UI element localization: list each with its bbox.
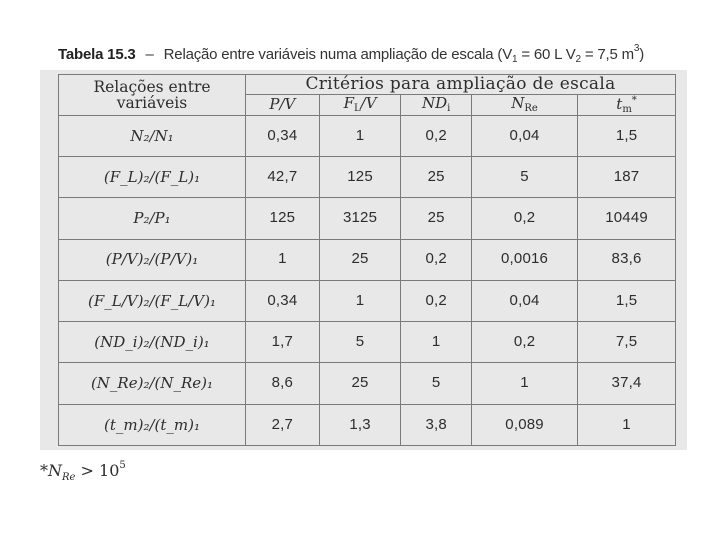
table-cell: 1,7 xyxy=(246,322,320,363)
column-header-2 xyxy=(401,94,472,115)
column-header-sub: m xyxy=(622,103,632,115)
row-label: (ND_i)₂/(ND_i)₁ xyxy=(59,322,246,363)
column-header-main: N xyxy=(511,94,525,113)
table-cell: 125 xyxy=(319,156,401,197)
caption-close: ) xyxy=(639,46,645,63)
table-cell: 1 xyxy=(319,280,401,321)
table-cell: 0,2 xyxy=(472,198,578,239)
table-cell: 25 xyxy=(319,363,401,404)
table-cell: 3,8 xyxy=(401,404,472,445)
footnote xyxy=(40,460,126,483)
table-body xyxy=(59,115,676,445)
column-header-sub: i xyxy=(447,103,451,115)
row-header-cell: Relações entre variáveis xyxy=(59,75,246,116)
table-caption xyxy=(58,43,644,65)
table-cell: 5 xyxy=(319,322,401,363)
table-row xyxy=(59,156,676,197)
caption-label: Tabela 15.3 xyxy=(58,46,136,63)
table-cell: 1,5 xyxy=(578,115,676,156)
table-cell: 187 xyxy=(578,156,676,197)
table-cell: 125 xyxy=(246,198,320,239)
table-cell: 1,5 xyxy=(578,280,676,321)
table-row xyxy=(59,363,676,404)
table-cell: 1 xyxy=(246,239,320,280)
table-header-row-1 xyxy=(59,75,676,95)
table-row xyxy=(59,198,676,239)
footnote-prefix: *N xyxy=(40,461,62,480)
table-cell: 0,2 xyxy=(401,115,472,156)
row-label: (N_Re)₂/(N_Re)₁ xyxy=(59,363,246,404)
table-cell: 25 xyxy=(401,198,472,239)
table-cell: 0,04 xyxy=(472,115,578,156)
table-cell: 2,7 xyxy=(246,404,320,445)
caption-text: Relação entre variáveis numa ampliação de escala ( xyxy=(163,46,503,63)
caption-v1-value: = 60 L xyxy=(517,46,562,63)
column-header-3 xyxy=(472,94,578,115)
table-row xyxy=(59,280,676,321)
table-cell: 1 xyxy=(578,404,676,445)
caption-v2-symbol: V xyxy=(565,46,576,63)
table-cell: 1 xyxy=(401,322,472,363)
table-cell: 5 xyxy=(401,363,472,404)
table-cell: 25 xyxy=(401,156,472,197)
table-cell: 7,5 xyxy=(578,322,676,363)
column-header-main: t xyxy=(616,94,623,113)
table-cell: 1 xyxy=(472,363,578,404)
footnote-sup: 5 xyxy=(119,460,126,471)
row-label: (P/V)₂/(P/V)₁ xyxy=(59,239,246,280)
table-cell: 0,34 xyxy=(246,280,320,321)
caption-v2-value: = 7,5 m xyxy=(580,46,634,63)
column-header-1 xyxy=(319,94,401,115)
row-label: (F_L)₂/(F_L)₁ xyxy=(59,156,246,197)
column-header-sub: Re xyxy=(524,103,538,115)
table-cell: 37,4 xyxy=(578,363,676,404)
table-cell: 42,7 xyxy=(246,156,320,197)
table-cell: 10449 xyxy=(578,198,676,239)
caption-v2-sup: 3 xyxy=(633,43,640,54)
table-panel xyxy=(40,70,687,450)
row-label: (F_L/V)₂/(F_L/V)₁ xyxy=(59,280,246,321)
group-header-cell: Critérios para ampliação de escala xyxy=(246,75,676,95)
caption-v2-sub: 2 xyxy=(575,54,581,65)
table-row xyxy=(59,322,676,363)
table-cell: 0,2 xyxy=(401,280,472,321)
table-row xyxy=(59,115,676,156)
caption-v1-sub: 1 xyxy=(512,54,518,65)
table-cell: 0,2 xyxy=(472,322,578,363)
column-header-tail: /V xyxy=(360,94,377,113)
table-cell: 5 xyxy=(472,156,578,197)
caption-separator: – xyxy=(145,46,154,63)
table-cell: 0,2 xyxy=(401,239,472,280)
table-cell: 0,0016 xyxy=(472,239,578,280)
row-label: N₂/N₁ xyxy=(59,115,246,156)
column-header-sub: L xyxy=(354,103,361,115)
column-header-4 xyxy=(578,94,676,115)
column-header-main: ND xyxy=(422,94,448,113)
table-cell: 1 xyxy=(319,115,401,156)
scale-up-table xyxy=(58,74,676,446)
column-header-main: F xyxy=(343,94,354,113)
row-label: (t_m)₂/(t_m)₁ xyxy=(59,404,246,445)
column-header-main: P/V xyxy=(269,95,296,114)
table-cell: 1,3 xyxy=(319,404,401,445)
table-cell: 83,6 xyxy=(578,239,676,280)
table-cell: 0,34 xyxy=(246,115,320,156)
row-label: P₂/P₁ xyxy=(59,198,246,239)
footnote-relation: > 10 xyxy=(75,461,120,480)
table-cell: 0,04 xyxy=(472,280,578,321)
column-header-sup: * xyxy=(631,94,637,106)
caption-v1-symbol: V xyxy=(502,46,513,63)
table-cell: 8,6 xyxy=(246,363,320,404)
table-cell: 0,089 xyxy=(472,404,578,445)
table-row xyxy=(59,239,676,280)
table-cell: 25 xyxy=(319,239,401,280)
table-row xyxy=(59,404,676,445)
footnote-sub: Re xyxy=(62,472,76,483)
column-header-0 xyxy=(246,94,320,115)
table-cell: 3125 xyxy=(319,198,401,239)
